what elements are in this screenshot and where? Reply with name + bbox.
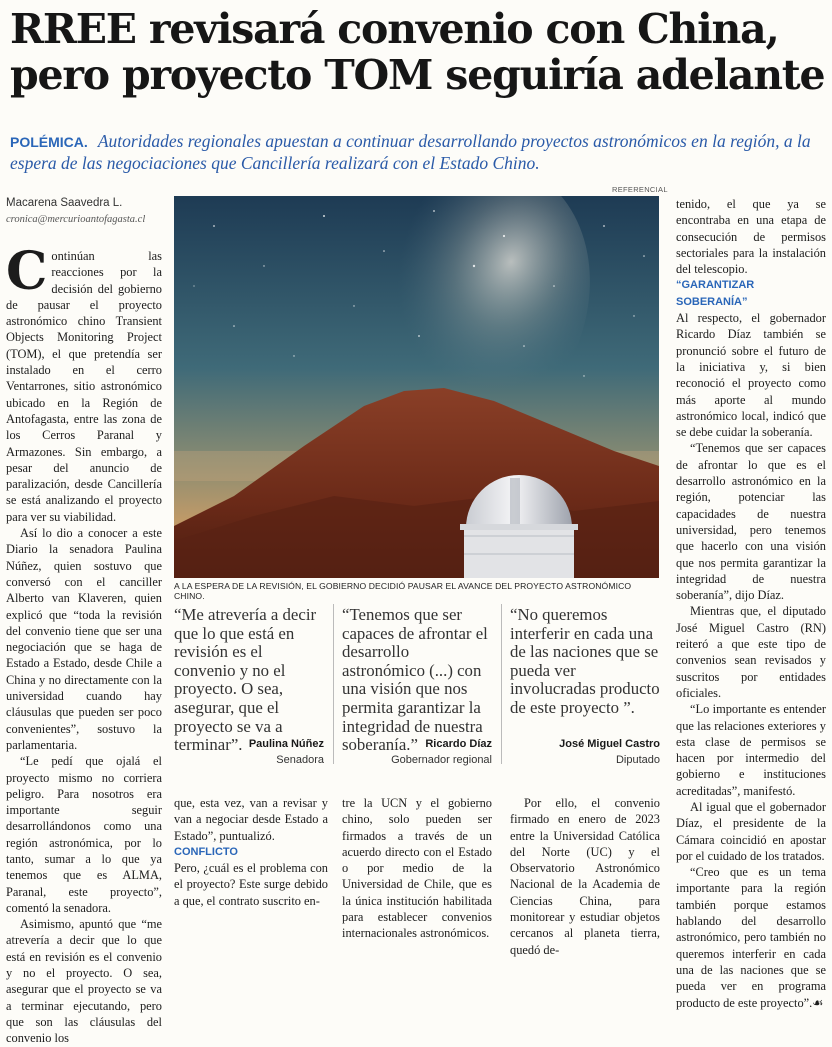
quote-3-role: Diputado bbox=[615, 754, 660, 766]
quote-2-role: Gobernador regional bbox=[391, 754, 492, 766]
quote-divider-2 bbox=[501, 604, 502, 764]
photo-credit: REFERENCIAL bbox=[612, 185, 668, 194]
col3-paragraph-1: tre la UCN y el gobierno chino, solo pueden ser firmados a través de un acuerdo directo con el Estado o por medio de la Universidad de Chile, que es la única institución habilitada para establecer convenios internacionales astronómicos. bbox=[342, 796, 492, 941]
column-5 bbox=[676, 196, 826, 1011]
col4-paragraph-1: Por ello, el convenio firmado en enero de 2023 entre la Universidad Católica del Norte (UC) y el Observatorio Astronómico Nacional de la Academia de Ciencias China, para monitorear y estudiar objetos cercanos al planeta tierra, quedó de- bbox=[510, 796, 660, 957]
column-3 bbox=[342, 795, 492, 942]
byline-author: Macarena Saavedra L. bbox=[6, 197, 123, 209]
col2-paragraph-2: Pero, ¿cuál es el problema con el proyecto? Este surge debido a que, el contrato suscrito en- bbox=[174, 861, 328, 908]
col5-paragraph-4: “Lo importante es entender que las relaciones exteriores y esta clase de permisos se hacen por intermedio del gobierno e instituciones acreditadas”, manifestó. bbox=[676, 702, 826, 798]
col2-paragraph-1: que, esta vez, van a revisar y van a negociar desde Estado a Estado”, puntualizó. bbox=[174, 796, 328, 843]
quote-1-role: Senadora bbox=[276, 754, 324, 766]
column-2 bbox=[174, 795, 328, 909]
col5-paragraph-5: Al igual que el gobernador Díaz, el presidente de la Cámara coincidió en apostar por el cuidado de los tratados. bbox=[676, 799, 826, 863]
col5-paragraph-0: tenido, el que ya se encontraba en una etapa de consecución de permisos sectoriales para la instalación del telescopio. bbox=[676, 197, 826, 277]
deck bbox=[10, 131, 825, 174]
headline bbox=[10, 6, 825, 98]
quote-3: “No queremos interferir en cada una de las naciones que se pueda ver involucradas producto de este proyecto ”. bbox=[510, 605, 660, 717]
end-mark-icon: ☙ bbox=[812, 995, 824, 1010]
quote-divider-1 bbox=[333, 604, 334, 764]
headline-line-1: RREE revisará convenio con China, bbox=[10, 5, 779, 53]
column-1 bbox=[6, 241, 162, 1047]
quote-3-name: José Miguel Castro bbox=[559, 738, 660, 750]
photo-caption: A LA ESPERA DE LA REVISIÓN, EL GOBIERNO DECIDIÓ PAUSAR EL AVANCE DEL PROYECTO ASTRONÓMICO CHINO. bbox=[174, 581, 632, 601]
col5-paragraph-3: Mientras que, el diputado José Miguel Castro (RN) reiteró a que este tipo de convenios sean revisados y suscritos por entidades oficiales. bbox=[676, 604, 826, 700]
col5-paragraph-2: “Tenemos que ser capaces de afrontar lo que es el desarrollo astronómico en la región, potenciar las capacidades de nuestra universidad, pero tenemos que hacerlo con una visión que nos permita garantizar la integridad de nuestra soberanía”, dijo Díaz. bbox=[676, 441, 826, 603]
deck-text: Autoridades regionales apuestan a continuar desarrollando proyectos astronómicos en la región, a la espera de las negociaciones que Cancillería realizará con el Estado Chino. bbox=[10, 131, 811, 173]
deck-kicker: POLÉMICA. bbox=[10, 134, 88, 150]
col1-paragraph-1: Continúan las reacciones por la decisión del gobierno de pausar el proyecto astronómico chino Transient Objects Monitoring Project (TOM), el que pretendía ser instalado en el cerro Ventarrones, sitio astronómico ubicado en la Región de Antofagasta, entre las zona de los Cerros Paranal y Armazones. Sin embargo, a pesar del anuncio de paralización, desde Cancillería se está analizando el proyecto para ver su viabilidad. bbox=[6, 241, 162, 524]
quote-1: “Me atrevería a decir que lo que está en revisión es el convenio y no el proyecto. O sea, asegurar, que el proyecto se va a terminar”. bbox=[174, 605, 317, 755]
subhead-conflicto: CONFLICTO bbox=[174, 845, 238, 858]
col1-paragraph-4: Asimismo, apuntó que “me atrevería a decir que lo que está en revisión es el convenio y no el proyecto. O sea, asegurar que el proyecto se va a terminar ejecutando, pero que son las cláusulas del convenio los bbox=[6, 917, 162, 1046]
headline-line-2: pero proyecto TOM seguiría adelante bbox=[10, 51, 825, 99]
quote-2-name: Ricardo Díaz bbox=[425, 738, 492, 750]
col1-paragraph-3: “Le pedí que ojalá el proyecto mismo no corriera peligro. Para nosotros era importante seguir desarrollándonos como una región astronómica, por lo tanto, sumar a lo que ya tenemos que es ALMA, Paranal, este proyecto”, comentó la senadora. bbox=[6, 754, 162, 915]
col1-paragraph-2: Así lo dio a conocer a este Diario la senadora Paulina Núñez, quien sostuvo que conversó con el canciller Alberto van Klaveren, quien explicó que “toda la revisión del convenio tiene que ser una negociación que se haga de Estado a Estado, desde Chile a China y no directamente con la universidad cuando hay cláusulas que pueden ser poco convenientes”, sostuvo la parlamentaria. bbox=[6, 526, 162, 752]
column-4 bbox=[510, 795, 660, 958]
byline-email: cronica@mercurioantofagasta.cl bbox=[6, 214, 146, 225]
observatory-photo bbox=[174, 196, 659, 578]
drop-cap: C bbox=[6, 241, 48, 302]
col5-paragraph-1: Al respecto, el gobernador Ricardo Díaz también se pronunció sobre el futuro de la iniciativa y, si bien reconoció el proyecto como más aporte al mundo astronómico local, indicó que se debe cuidar la soberanía. bbox=[676, 311, 826, 440]
subhead-soberania: “GARANTIZAR SOBERANÍA” bbox=[676, 279, 755, 308]
quote-2: “Tenemos que ser capaces de afrontar el desarrollo astronómico (...) con una visión que nos permita garantizar la integridad de nuestra soberanía.” bbox=[342, 605, 488, 755]
col5-paragraph-6: “Creo que es un tema importante para la región también porque estamos hablando del desarrollo astronómico, pero también no queremos interferir en cada una de las naciones que se pueda ver en programa producto de este proyecto”.☙ bbox=[676, 865, 826, 1010]
quote-1-name: Paulina Núñez bbox=[248, 738, 324, 750]
